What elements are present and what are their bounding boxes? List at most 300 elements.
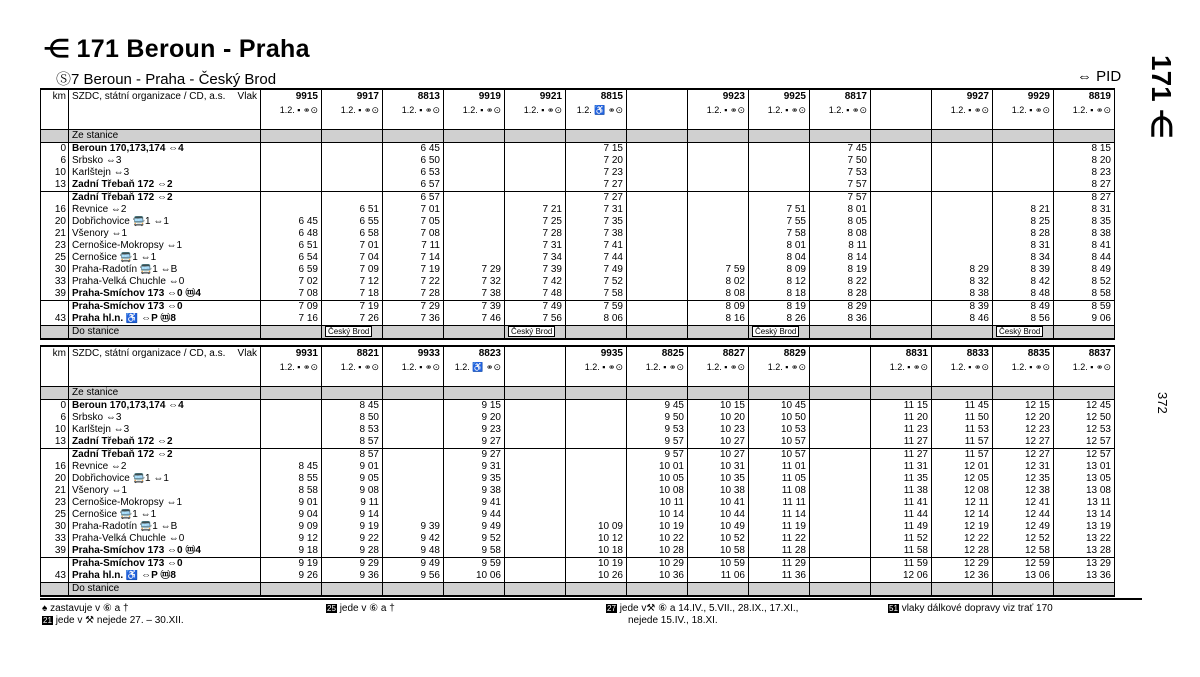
departure-time	[810, 545, 871, 558]
departure-time: 6 50	[383, 155, 444, 167]
departure-time	[261, 143, 322, 156]
departure-time: 6 51	[322, 204, 383, 216]
departure-time	[627, 155, 688, 167]
departure-time	[932, 228, 993, 240]
departure-time	[810, 424, 871, 436]
footnote-51	[888, 603, 1053, 615]
departure-time	[505, 155, 566, 167]
station-km: 20	[41, 473, 69, 485]
departure-time: 11 57	[932, 436, 993, 449]
departure-time	[261, 412, 322, 424]
departure-time	[505, 509, 566, 521]
departure-time: 8 49	[993, 301, 1054, 314]
departure-time: 6 54	[261, 252, 322, 264]
departure-time: 8 19	[810, 264, 871, 276]
blank-cell	[41, 373, 69, 387]
train-class	[505, 360, 566, 373]
departure-time: 9 15	[444, 400, 505, 413]
blank-cell	[505, 116, 566, 130]
departure-time	[810, 533, 871, 545]
departure-time: 10 09	[566, 521, 627, 533]
departure-time: 12 38	[993, 485, 1054, 497]
departure-time: 8 27	[1054, 192, 1115, 205]
departure-time: 8 45	[322, 400, 383, 413]
departure-time: 8 05	[810, 216, 871, 228]
departure-time	[749, 155, 810, 167]
departure-time	[505, 192, 566, 205]
departure-time	[261, 179, 322, 192]
footnote-27	[606, 603, 798, 615]
departure-time: 13 11	[1054, 497, 1115, 509]
station-km: 20	[41, 216, 69, 228]
departure-time: 10 20	[688, 412, 749, 424]
departure-time: 8 28	[810, 288, 871, 301]
train-number: 8823	[444, 346, 505, 360]
train-class: 1.2. ▪ ⚭⊙	[261, 360, 322, 373]
departure-time	[810, 400, 871, 413]
band-cell	[871, 387, 932, 400]
departure-time	[932, 240, 993, 252]
band-cell	[749, 130, 810, 143]
departure-time: 12 11	[932, 497, 993, 509]
station-name: Všenory ⇔1	[69, 228, 261, 240]
departure-time	[627, 204, 688, 216]
departure-time: 6 45	[383, 143, 444, 156]
departure-time: 13 05	[1054, 473, 1115, 485]
train-class: 1.2. ▪ ⚭⊙	[383, 360, 444, 373]
departure-time	[261, 204, 322, 216]
departure-time: 12 53	[1054, 424, 1115, 436]
departure-time: 12 19	[932, 521, 993, 533]
departure-time	[932, 179, 993, 192]
departure-time: 12 49	[993, 521, 1054, 533]
departure-time	[688, 155, 749, 167]
blank-cell	[749, 373, 810, 387]
departure-time	[322, 179, 383, 192]
departure-time: 7 28	[505, 228, 566, 240]
band-cell	[932, 387, 993, 400]
departure-time	[261, 192, 322, 205]
departure-time: 7 49	[566, 264, 627, 276]
band-cell	[444, 130, 505, 143]
departure-time	[627, 240, 688, 252]
departure-time: 11 45	[932, 400, 993, 413]
departure-time	[688, 167, 749, 179]
band-cell	[41, 326, 69, 340]
train-class	[871, 103, 932, 116]
departure-time	[749, 167, 810, 179]
departure-time: 7 34	[505, 252, 566, 264]
departure-time: 9 48	[383, 545, 444, 558]
train-number: 8833	[932, 346, 993, 360]
departure-time: 12 36	[932, 570, 993, 583]
departure-time	[810, 558, 871, 571]
band-cell	[41, 583, 69, 597]
station-km: 10	[41, 424, 69, 436]
departure-time: 8 45	[261, 461, 322, 473]
station-km: 0	[41, 143, 69, 156]
departure-time: 8 01	[810, 204, 871, 216]
train-number: 8821	[322, 346, 383, 360]
departure-time: 12 52	[993, 533, 1054, 545]
departure-time	[505, 473, 566, 485]
departure-time: 8 31	[993, 240, 1054, 252]
footnote-21-text: jede v ⚒ nejede 27. – 30.XII.	[55, 615, 184, 626]
departure-time	[871, 192, 932, 205]
departure-time: 9 12	[261, 533, 322, 545]
departure-time: 10 27	[688, 449, 749, 462]
destination-cell	[1054, 583, 1115, 597]
departure-time: 10 23	[688, 424, 749, 436]
departure-time: 7 05	[383, 216, 444, 228]
departure-time	[566, 436, 627, 449]
departure-time: 9 19	[322, 521, 383, 533]
departure-time: 12 15	[993, 400, 1054, 413]
footnote-27-cont: nejede 15.IV., 18.XI.	[628, 615, 718, 626]
departure-time: 13 28	[1054, 545, 1115, 558]
departure-time: 8 23	[1054, 167, 1115, 179]
departure-time: 12 27	[993, 436, 1054, 449]
departure-time: 7 35	[566, 216, 627, 228]
blank-cell	[932, 373, 993, 387]
departure-time: 13 22	[1054, 533, 1115, 545]
departure-time: 10 31	[688, 461, 749, 473]
band-cell	[566, 130, 627, 143]
departure-time: 13 36	[1054, 570, 1115, 583]
train-number: 9933	[383, 346, 444, 360]
station-name: Srbsko ⇔3	[69, 412, 261, 424]
departure-time	[505, 436, 566, 449]
departure-time: 7 27	[566, 179, 627, 192]
departure-time: 11 14	[749, 509, 810, 521]
footnote-25-text: jede v ⑥ a †	[339, 603, 395, 614]
departure-time: 9 50	[627, 412, 688, 424]
departure-time	[322, 192, 383, 205]
departure-time: 10 38	[688, 485, 749, 497]
departure-time	[810, 570, 871, 583]
departure-time	[322, 167, 383, 179]
departure-time	[993, 143, 1054, 156]
station-name: Zadní Třebaň 172 ⇔2	[69, 436, 261, 449]
departure-time: 9 11	[322, 497, 383, 509]
station-name: Černošice 🚍1 ⇔1	[69, 252, 261, 264]
station-km: 13	[41, 436, 69, 449]
departure-time	[566, 400, 627, 413]
departure-time: 7 39	[505, 264, 566, 276]
departure-time: 8 38	[1054, 228, 1115, 240]
destination-cell	[932, 583, 993, 597]
train-number: 9919	[444, 89, 505, 103]
destination-cell	[749, 583, 810, 597]
departure-time: 7 49	[505, 301, 566, 314]
station-name: Černošice-Mokropsy ⇔1	[69, 497, 261, 509]
band-cell	[383, 387, 444, 400]
departure-time: 7 53	[810, 167, 871, 179]
departure-time: 8 39	[993, 264, 1054, 276]
operator-name: SZDC, státní organizace / CD, a.s.	[72, 90, 226, 102]
departure-time: 8 09	[749, 264, 810, 276]
departure-time	[871, 179, 932, 192]
train-number: 8819	[1054, 89, 1115, 103]
departure-time	[688, 179, 749, 192]
departure-time: 9 08	[322, 485, 383, 497]
departure-time: 10 18	[566, 545, 627, 558]
blank-cell	[383, 373, 444, 387]
station-km: 21	[41, 228, 69, 240]
departure-time: 11 36	[749, 570, 810, 583]
departure-time: 10 27	[688, 436, 749, 449]
departure-time: 6 45	[261, 216, 322, 228]
departure-time: 9 53	[627, 424, 688, 436]
departure-time: 11 53	[932, 424, 993, 436]
band-cell	[871, 130, 932, 143]
departure-time: 7 14	[383, 252, 444, 264]
pid-label: ⇔ PID	[1077, 68, 1122, 85]
departure-time: 8 36	[810, 313, 871, 326]
departure-time: 11 35	[871, 473, 932, 485]
departure-time: 7 09	[261, 301, 322, 314]
departure-time: 9 28	[322, 545, 383, 558]
blank-cell	[993, 373, 1054, 387]
station-name: Praha hl.n. ♿ ⇔P ⓜ8	[69, 570, 261, 583]
departure-time: 7 18	[322, 288, 383, 301]
operator-name: SZDC, státní organizace / CD, a.s.	[72, 347, 226, 359]
departure-time	[261, 155, 322, 167]
departure-time	[871, 276, 932, 288]
destination-cell	[993, 326, 1054, 340]
departure-time	[505, 485, 566, 497]
ze-stanice-label: Ze stanice	[69, 130, 261, 143]
departure-time: 8 08	[810, 228, 871, 240]
departure-time: 8 52	[1054, 276, 1115, 288]
departure-time: 10 58	[688, 545, 749, 558]
departure-time	[627, 192, 688, 205]
departure-time: 9 35	[444, 473, 505, 485]
departure-time: 7 20	[566, 155, 627, 167]
blank-cell	[749, 116, 810, 130]
departure-time: 11 31	[871, 461, 932, 473]
departure-time: 7 31	[566, 204, 627, 216]
destination-cell	[505, 583, 566, 597]
departure-time: 11 29	[749, 558, 810, 571]
band-cell	[383, 130, 444, 143]
train-class: 1.2. ▪ ⚭⊙	[505, 103, 566, 116]
departure-time	[871, 228, 932, 240]
band-cell	[322, 130, 383, 143]
page-number: 372	[1155, 392, 1170, 414]
departure-time	[871, 313, 932, 326]
departure-time: 8 57	[322, 436, 383, 449]
station-km: 6	[41, 412, 69, 424]
departure-time: 8 29	[932, 264, 993, 276]
departure-time: 9 36	[322, 570, 383, 583]
destination-cell	[932, 326, 993, 340]
train-class: 1.2. ▪ ⚭⊙	[932, 360, 993, 373]
departure-time: 9 20	[444, 412, 505, 424]
departure-time: 7 44	[566, 252, 627, 264]
band-cell	[932, 130, 993, 143]
departure-time: 11 06	[688, 570, 749, 583]
departure-time: 8 09	[688, 301, 749, 314]
departure-time	[444, 240, 505, 252]
departure-time	[810, 485, 871, 497]
departure-time: 6 53	[383, 167, 444, 179]
band-cell	[322, 387, 383, 400]
departure-time: 8 34	[993, 252, 1054, 264]
departure-time: 9 49	[444, 521, 505, 533]
departure-time: 10 53	[749, 424, 810, 436]
departure-time: 13 06	[993, 570, 1054, 583]
footnote-25	[326, 603, 395, 615]
departure-time	[322, 143, 383, 156]
departure-time	[627, 143, 688, 156]
station-name: Praha-Smíchov 173 ⇔0	[69, 558, 261, 571]
departure-time: 8 35	[1054, 216, 1115, 228]
departure-time: 12 50	[1054, 412, 1115, 424]
blank-cell	[993, 116, 1054, 130]
departure-time: 8 48	[993, 288, 1054, 301]
departure-time: 10 05	[627, 473, 688, 485]
destination-cell	[383, 583, 444, 597]
departure-time: 7 29	[383, 301, 444, 314]
departure-time: 9 57	[627, 449, 688, 462]
departure-time	[688, 143, 749, 156]
train-class: 1.2. ▪ ⚭⊙	[322, 103, 383, 116]
departure-time	[505, 424, 566, 436]
band-cell	[566, 387, 627, 400]
departure-time	[627, 252, 688, 264]
departure-time: 7 51	[749, 204, 810, 216]
departure-time: 8 32	[932, 276, 993, 288]
departure-time: 7 16	[261, 313, 322, 326]
departure-time: 8 42	[993, 276, 1054, 288]
departure-time: 12 23	[993, 424, 1054, 436]
departure-time: 6 51	[261, 240, 322, 252]
departure-time: 7 23	[566, 167, 627, 179]
band-cell	[627, 130, 688, 143]
departure-time	[688, 240, 749, 252]
station-km: 16	[41, 461, 69, 473]
train-class: 1.2. ♿ ⚭⊙	[566, 103, 627, 116]
departure-time: 7 02	[261, 276, 322, 288]
train-class: 1.2. ♿ ⚭⊙	[444, 360, 505, 373]
departure-time: 9 06	[1054, 313, 1115, 326]
station-km	[41, 449, 69, 462]
departure-time: 9 57	[627, 436, 688, 449]
departure-time	[444, 204, 505, 216]
departure-time	[322, 155, 383, 167]
departure-time: 7 59	[688, 264, 749, 276]
station-name: Všenory ⇔1	[69, 485, 261, 497]
destination-cell	[322, 583, 383, 597]
station-name: Řevnice ⇔2	[69, 461, 261, 473]
departure-time	[627, 228, 688, 240]
station-km: 16	[41, 204, 69, 216]
departure-time: 8 12	[749, 276, 810, 288]
departure-time	[810, 449, 871, 462]
departure-time	[566, 412, 627, 424]
blank-cell	[810, 373, 871, 387]
train-number: 8831	[871, 346, 932, 360]
departure-time: 8 55	[261, 473, 322, 485]
train-number: 8835	[993, 346, 1054, 360]
departure-time: 9 19	[261, 558, 322, 571]
departure-time: 12 35	[993, 473, 1054, 485]
blank-cell	[444, 116, 505, 130]
departure-time	[810, 509, 871, 521]
departure-time	[505, 558, 566, 571]
blank-cell	[627, 116, 688, 130]
departure-time: 6 57	[383, 192, 444, 205]
departure-time	[871, 301, 932, 314]
train-number: 8825	[627, 346, 688, 360]
band-cell	[505, 130, 566, 143]
band-cell	[261, 130, 322, 143]
departure-time	[627, 313, 688, 326]
departure-time	[871, 252, 932, 264]
train-class: 1.2. ▪ ⚭⊙	[566, 360, 627, 373]
train-number	[810, 346, 871, 360]
departure-time: 13 29	[1054, 558, 1115, 571]
departure-time: 6 55	[322, 216, 383, 228]
departure-time: 12 59	[993, 558, 1054, 571]
departure-time	[932, 143, 993, 156]
station-name: Beroun 170,173,174 ⇔4	[69, 143, 261, 156]
departure-time: 7 22	[383, 276, 444, 288]
footnote-divider	[40, 598, 1142, 600]
departure-time: 10 36	[627, 570, 688, 583]
departure-time	[383, 461, 444, 473]
departure-time: 8 39	[932, 301, 993, 314]
departure-time	[627, 264, 688, 276]
departure-time: 12 57	[1054, 436, 1115, 449]
departure-time	[383, 473, 444, 485]
departure-time	[383, 412, 444, 424]
train-number	[871, 89, 932, 103]
departure-time: 8 58	[1054, 288, 1115, 301]
station-km	[41, 192, 69, 205]
departure-time: 10 49	[688, 521, 749, 533]
station-name: Praha-Smíchov 173 ⇔0 ⓜ4	[69, 545, 261, 558]
badge-21: 21	[43, 616, 52, 625]
timetable-section-1	[40, 88, 1115, 340]
destination-label: Český Brod	[752, 326, 799, 337]
departure-time: 8 26	[749, 313, 810, 326]
departure-time	[810, 521, 871, 533]
departure-time	[749, 143, 810, 156]
departure-time: 7 38	[444, 288, 505, 301]
train-class: 1.2. ▪ ⚭⊙	[322, 360, 383, 373]
train-class: 1.2. ▪ ⚭⊙	[383, 103, 444, 116]
station-name: Karlštejn ⇔3	[69, 424, 261, 436]
train-number: 9915	[261, 89, 322, 103]
departure-time: 9 05	[322, 473, 383, 485]
departure-time: 11 44	[871, 509, 932, 521]
departure-time: 7 56	[505, 313, 566, 326]
station-km: 6	[41, 155, 69, 167]
band-cell	[688, 387, 749, 400]
departure-time	[688, 216, 749, 228]
station-km: 43	[41, 313, 69, 326]
departure-time: 11 50	[932, 412, 993, 424]
departure-time	[871, 216, 932, 228]
train-number: 9935	[566, 346, 627, 360]
departure-time	[627, 216, 688, 228]
departure-time: 7 42	[505, 276, 566, 288]
train-class: 1.2. ▪ ⚭⊙	[688, 360, 749, 373]
departure-time: 6 57	[383, 179, 444, 192]
departure-time: 12 22	[932, 533, 993, 545]
